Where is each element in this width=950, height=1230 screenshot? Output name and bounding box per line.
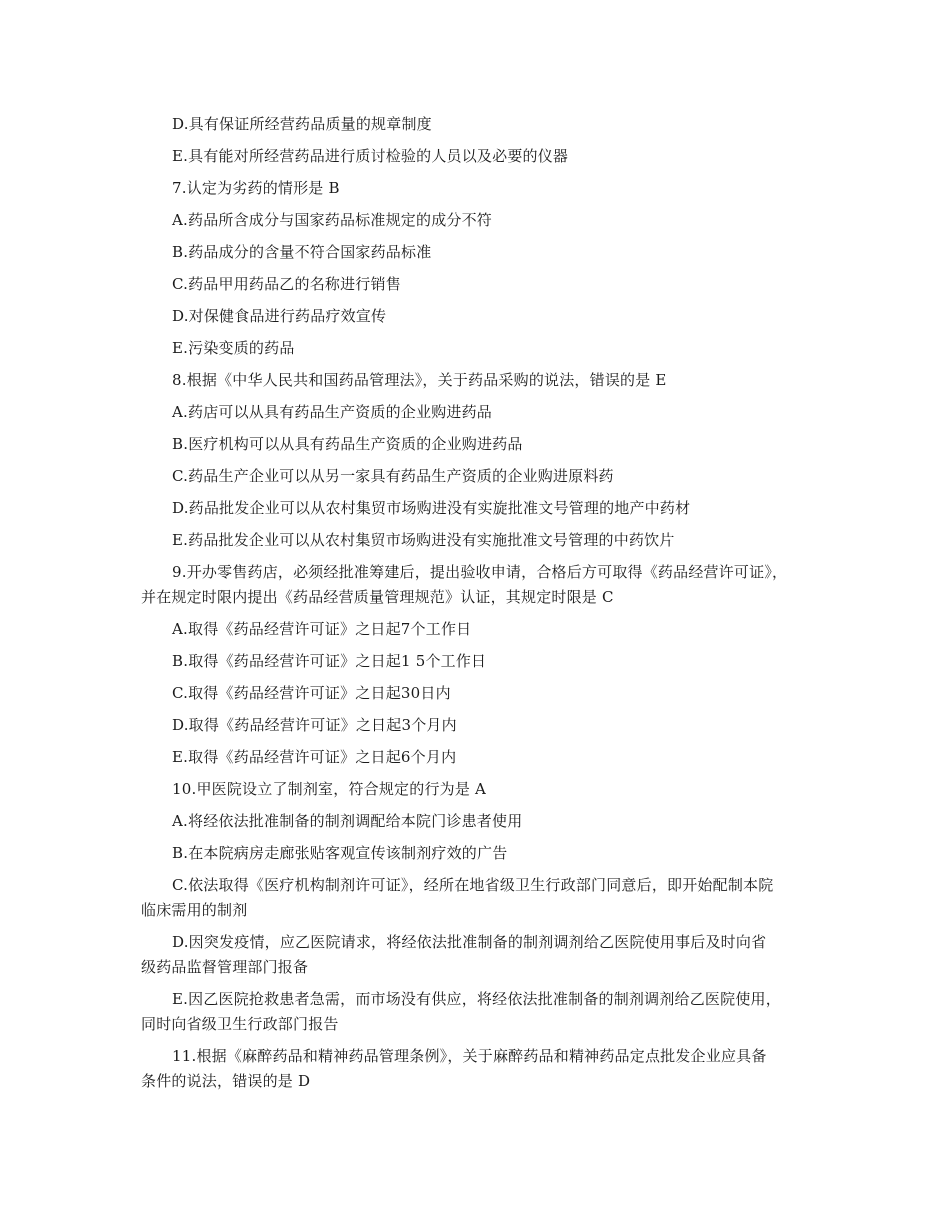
option-e-q10-line1: E.因乙医院抢救患者急需，而市场没有供应，将经依法批准制备的制剂调剂给乙医院使用， <box>172 990 781 1008</box>
option-e-q10-line2: 同时向省级卫生行政部门报告 <box>141 1015 339 1033</box>
option-b-q7: B.药品成分的含量不符合国家药品标准 <box>172 243 432 261</box>
option-b-q10: B.在本院病房走廊张贴客观宣传该制剂疗效的广告 <box>172 844 508 862</box>
option-d-q10-line1: D.因突发疫情，应乙医院请求，将经依法批准制备的制剂调剂给乙医院使用事后及时向省 <box>172 933 767 951</box>
option-e-q9: E.取得《药品经营许可证》之日起6个月内 <box>172 748 457 766</box>
option-a-q9: A.取得《药品经营许可证》之日起7个工作日 <box>172 620 472 638</box>
option-d-q7: D.对保健食品进行药品疗效宣传 <box>172 307 387 325</box>
question-9-line2: 并在规定时限内提出《药品经营质量管理规范》认证，其规定时限是 C <box>141 588 614 606</box>
option-e-q7: E.污染变质的药品 <box>172 339 295 357</box>
question-8: 8.根据《中华人民共和国药品管理法》，关于药品采购的说法，错误的是 E <box>172 371 667 389</box>
question-9-line1: 9.开办零售药店，必须经批准筹建后，提出验收申请，合格后方可取得《药品经营许可证》， <box>172 563 788 581</box>
option-d-q6: D.具有保证所经营药品质量的规章制度 <box>172 115 432 133</box>
option-b-q9: B.取得《药品经营许可证》之日起1 5个工作日 <box>172 652 487 670</box>
option-c-q10-line1: C.依法取得《医疗机构制剂许可证》，经所在地省级卫生行政部门同意后，即开始配制本院 <box>172 876 774 894</box>
option-c-q10-line2: 临床需用的制剂 <box>141 901 248 919</box>
option-e-q8: E.药品批发企业可以从农村集贸市场购进没有实施批准文号管理的中药饮片 <box>172 531 675 549</box>
question-11-line2: 条件的说法，错误的是 D <box>141 1072 311 1090</box>
option-d-q10-line2: 级药品监督管理部门报备 <box>141 958 309 976</box>
option-a-q7: A.药品所含成分与国家药品标准规定的成分不符 <box>172 211 493 229</box>
option-c-q7: C.药品甲用药品乙的名称进行销售 <box>172 275 401 293</box>
option-c-q9: C.取得《药品经营许可证》之日起30日内 <box>172 684 451 702</box>
option-e-q6: E.具有能对所经营药品进行质讨检验的人员以及必要的仪器 <box>172 147 569 165</box>
option-a-q10: A.将经依法批准制备的制剂调配给本院门诊患者使用 <box>172 812 523 830</box>
question-11-line1: 11.根据《麻醉药品和精神药品管理条例》，关于麻醉药品和精神药品定点批发企业应具备 <box>172 1047 767 1065</box>
question-10: 10.甲医院设立了制剂室，符合规定的行为是 A <box>172 780 487 798</box>
option-a-q8: A.药店可以从具有药品生产资质的企业购进药品 <box>172 403 493 421</box>
option-d-q8: D.药品批发企业可以从农村集贸市场购进没有实旋批准文号管理的地产中药材 <box>172 499 691 517</box>
question-7: 7.认定为劣药的情形是 B <box>172 179 340 197</box>
option-d-q9: D.取得《药品经营许可证》之日起3个月内 <box>172 716 457 734</box>
option-c-q8: C.药品生产企业可以从另一家具有药品生产资质的企业购进原料药 <box>172 467 614 485</box>
option-b-q8: B.医疗机构可以从具有药品生产资质的企业购进药品 <box>172 435 523 453</box>
